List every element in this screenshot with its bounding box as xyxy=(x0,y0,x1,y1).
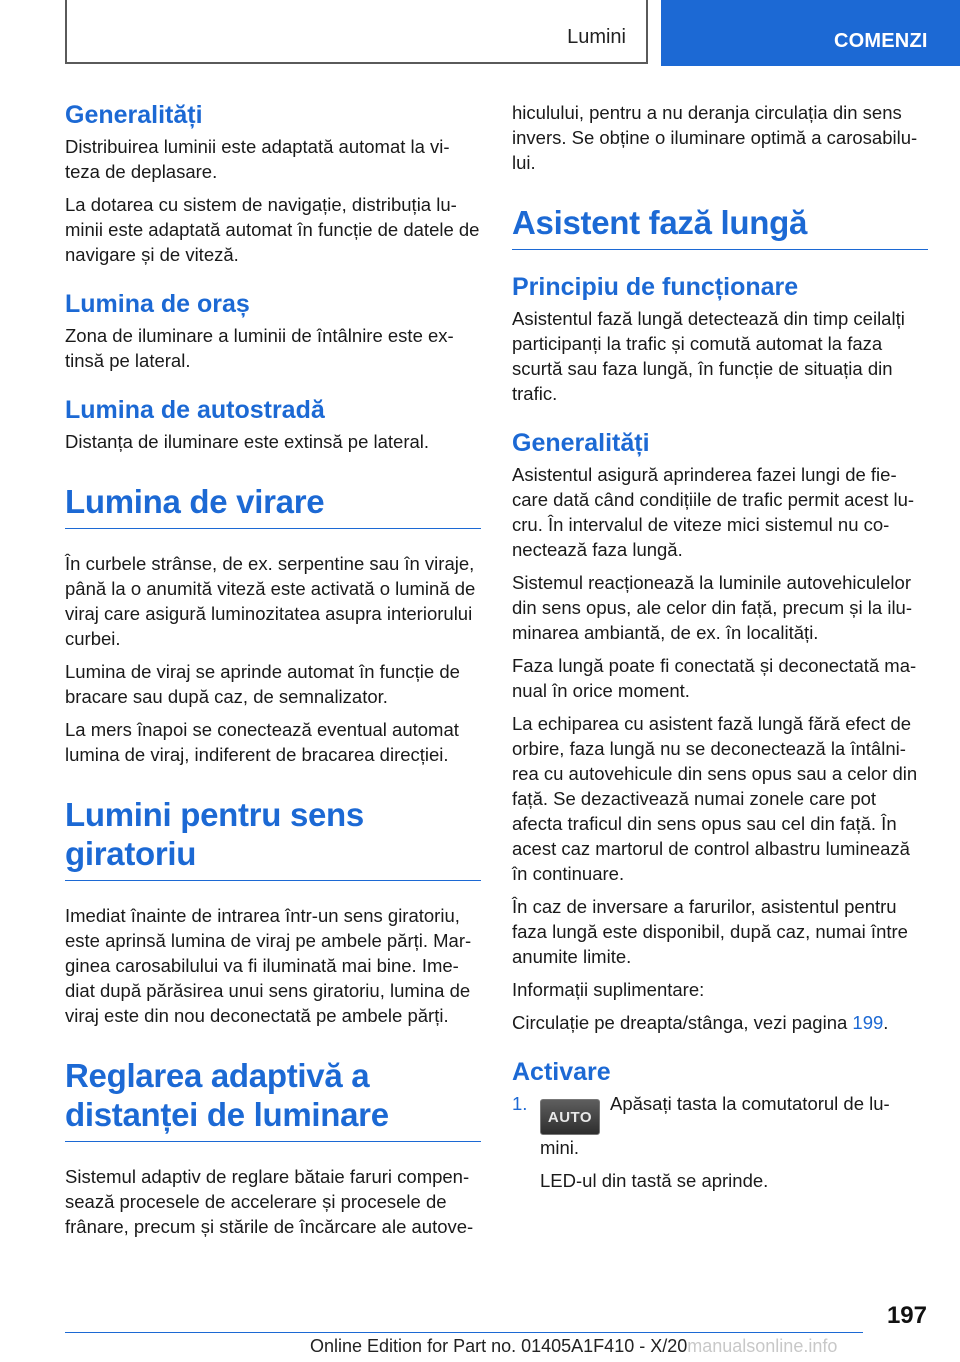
paragraph: La echiparea cu asistent fază lungă fără efect de orbire, faza lungă nu se deconectează la întâlni-rea cu autovehicule din sens opus sau a celor din față. Se dezactivează numai zonele care pot afecta traficul din sens opus sau cel din față. În acest caz martorul de control albastru luminează în continuare. xyxy=(512,713,918,884)
paragraph: Informații suplimentare: xyxy=(512,979,705,1000)
right-column xyxy=(512,100,928,1201)
heading-generalitati: Generalități xyxy=(512,429,650,457)
step-number: 1. xyxy=(512,1093,528,1114)
chapter-tab xyxy=(661,0,960,66)
heading-lumina-virare: Lumina de virare xyxy=(65,482,481,529)
edition-text: Online Edition for Part no. 01405A1F410 - X/20 xyxy=(310,1336,688,1356)
step-note: LED-ul din tastă se aprinde. xyxy=(540,1170,769,1191)
paragraph: Distanța de iluminare este extinsă pe lateral. xyxy=(65,431,430,452)
step-1 xyxy=(512,1091,928,1193)
heading-principiu-functionare: Principiu de funcționare xyxy=(512,273,799,301)
section-header-box xyxy=(65,0,648,64)
paragraph-cross-reference xyxy=(512,1010,928,1035)
paragraph: Sistemul reacționează la luminile autovehiculelor din sens opus, ale celor din față, precum și la ilu-minarea ambiantă, de ex. în localități. xyxy=(512,572,913,643)
heading-lumina-oras: Lumina de oraș xyxy=(65,290,250,318)
paragraph: hiculului, pentru a nu deranja circulația din sens invers. Se obține o iluminare optimă a carosabilu-lui. xyxy=(512,102,918,173)
paragraph: În curbele strânse, de ex. serpentine sau în viraje, până la o anumită viteză este activată o lumină de viraj care asigură luminozitatea asupra interiorului curbei. xyxy=(65,553,476,649)
cross-reference-text: Circulație pe dreapta/stânga, vezi pagina xyxy=(512,1012,848,1033)
paragraph: La dotarea cu sistem de navigație, distribuția lu-minii este adaptată automat în funcție de datele de navigare și de viteză. xyxy=(65,194,480,265)
paragraph: Imediat înainte de intrarea într-un sens giratoriu, este aprinsă lumina de viraj pe ambele părți. Mar-ginea carosabilului va fi iluminată mai bine. Ime-diat după părăsirea unui sens giratoriu, lumina de viraj este din nou deconectată pe ambele părți. xyxy=(65,905,472,1026)
heading-sens-giratoriu: Lumini pentru sens giratoriu xyxy=(65,795,481,881)
chapter-title: COMENZI xyxy=(834,30,928,52)
heading-asistent-faza-lunga: Asistent fază lungă xyxy=(512,203,928,250)
cross-reference-end: . xyxy=(883,1012,889,1033)
paragraph: Asistentul fază lungă detectează din timp ceilalți participanți la trafic și comută automat la faza scurtă sau faza lungă, în funcție de situația din trafic. xyxy=(512,308,905,404)
heading-generalitati: Generalități xyxy=(65,101,203,129)
paragraph: Lumina de viraj se aprinde automat în funcție de bracare sau după caz, de semnalizator. xyxy=(65,661,460,707)
heading-activare: Activare xyxy=(512,1058,611,1086)
paragraph: Faza lungă poate fi conectată și deconectată ma-nual în orice moment. xyxy=(512,655,917,701)
paragraph: Zona de iluminare a luminii de întâlnire este ex-tinsă pe lateral. xyxy=(65,325,454,371)
left-column xyxy=(65,100,481,1247)
heading-lumina-autostrada: Lumina de autostradă xyxy=(65,396,325,424)
paragraph: Sistemul adaptiv de reglare bătaie faruri compen-sează procesele de accelerare și procesele de frânare, precum și stările de încărcare ale autove- xyxy=(65,1166,474,1237)
page-header xyxy=(0,0,960,66)
section-title: Lumini xyxy=(567,26,626,48)
footer-edition xyxy=(310,1336,837,1357)
footer-divider xyxy=(65,1332,863,1333)
watermark: manualsonline.info xyxy=(687,1336,838,1356)
auto-button-icon: AUTO xyxy=(540,1099,600,1135)
step-text: Apăsați tasta la comutatorul de lu-mini. xyxy=(540,1093,890,1158)
paragraph: La mers înapoi se conectează eventual automat lumina de viraj, indiferent de bracarea direcției. xyxy=(65,719,459,765)
heading-reglare-adaptiva: Reglarea adaptivă a distanței de luminare xyxy=(65,1056,481,1142)
page-number: 197 xyxy=(886,1302,927,1329)
paragraph: În caz de inversare a farurilor, asistentul pentru faza lungă este disponibil, după caz, numai între anumite limite. xyxy=(512,896,908,967)
page-link-199[interactable]: 199 xyxy=(852,1012,884,1033)
paragraph: Distribuirea luminii este adaptată automat la vi-teza de deplasare. xyxy=(65,136,450,182)
paragraph: Asistentul asigură aprinderea fazei lungi de fie-care dată când condițiile de trafic permit acest lu-cru. În intervalul de viteze mici sistemul nu co-nectează faza lungă. xyxy=(512,464,915,560)
